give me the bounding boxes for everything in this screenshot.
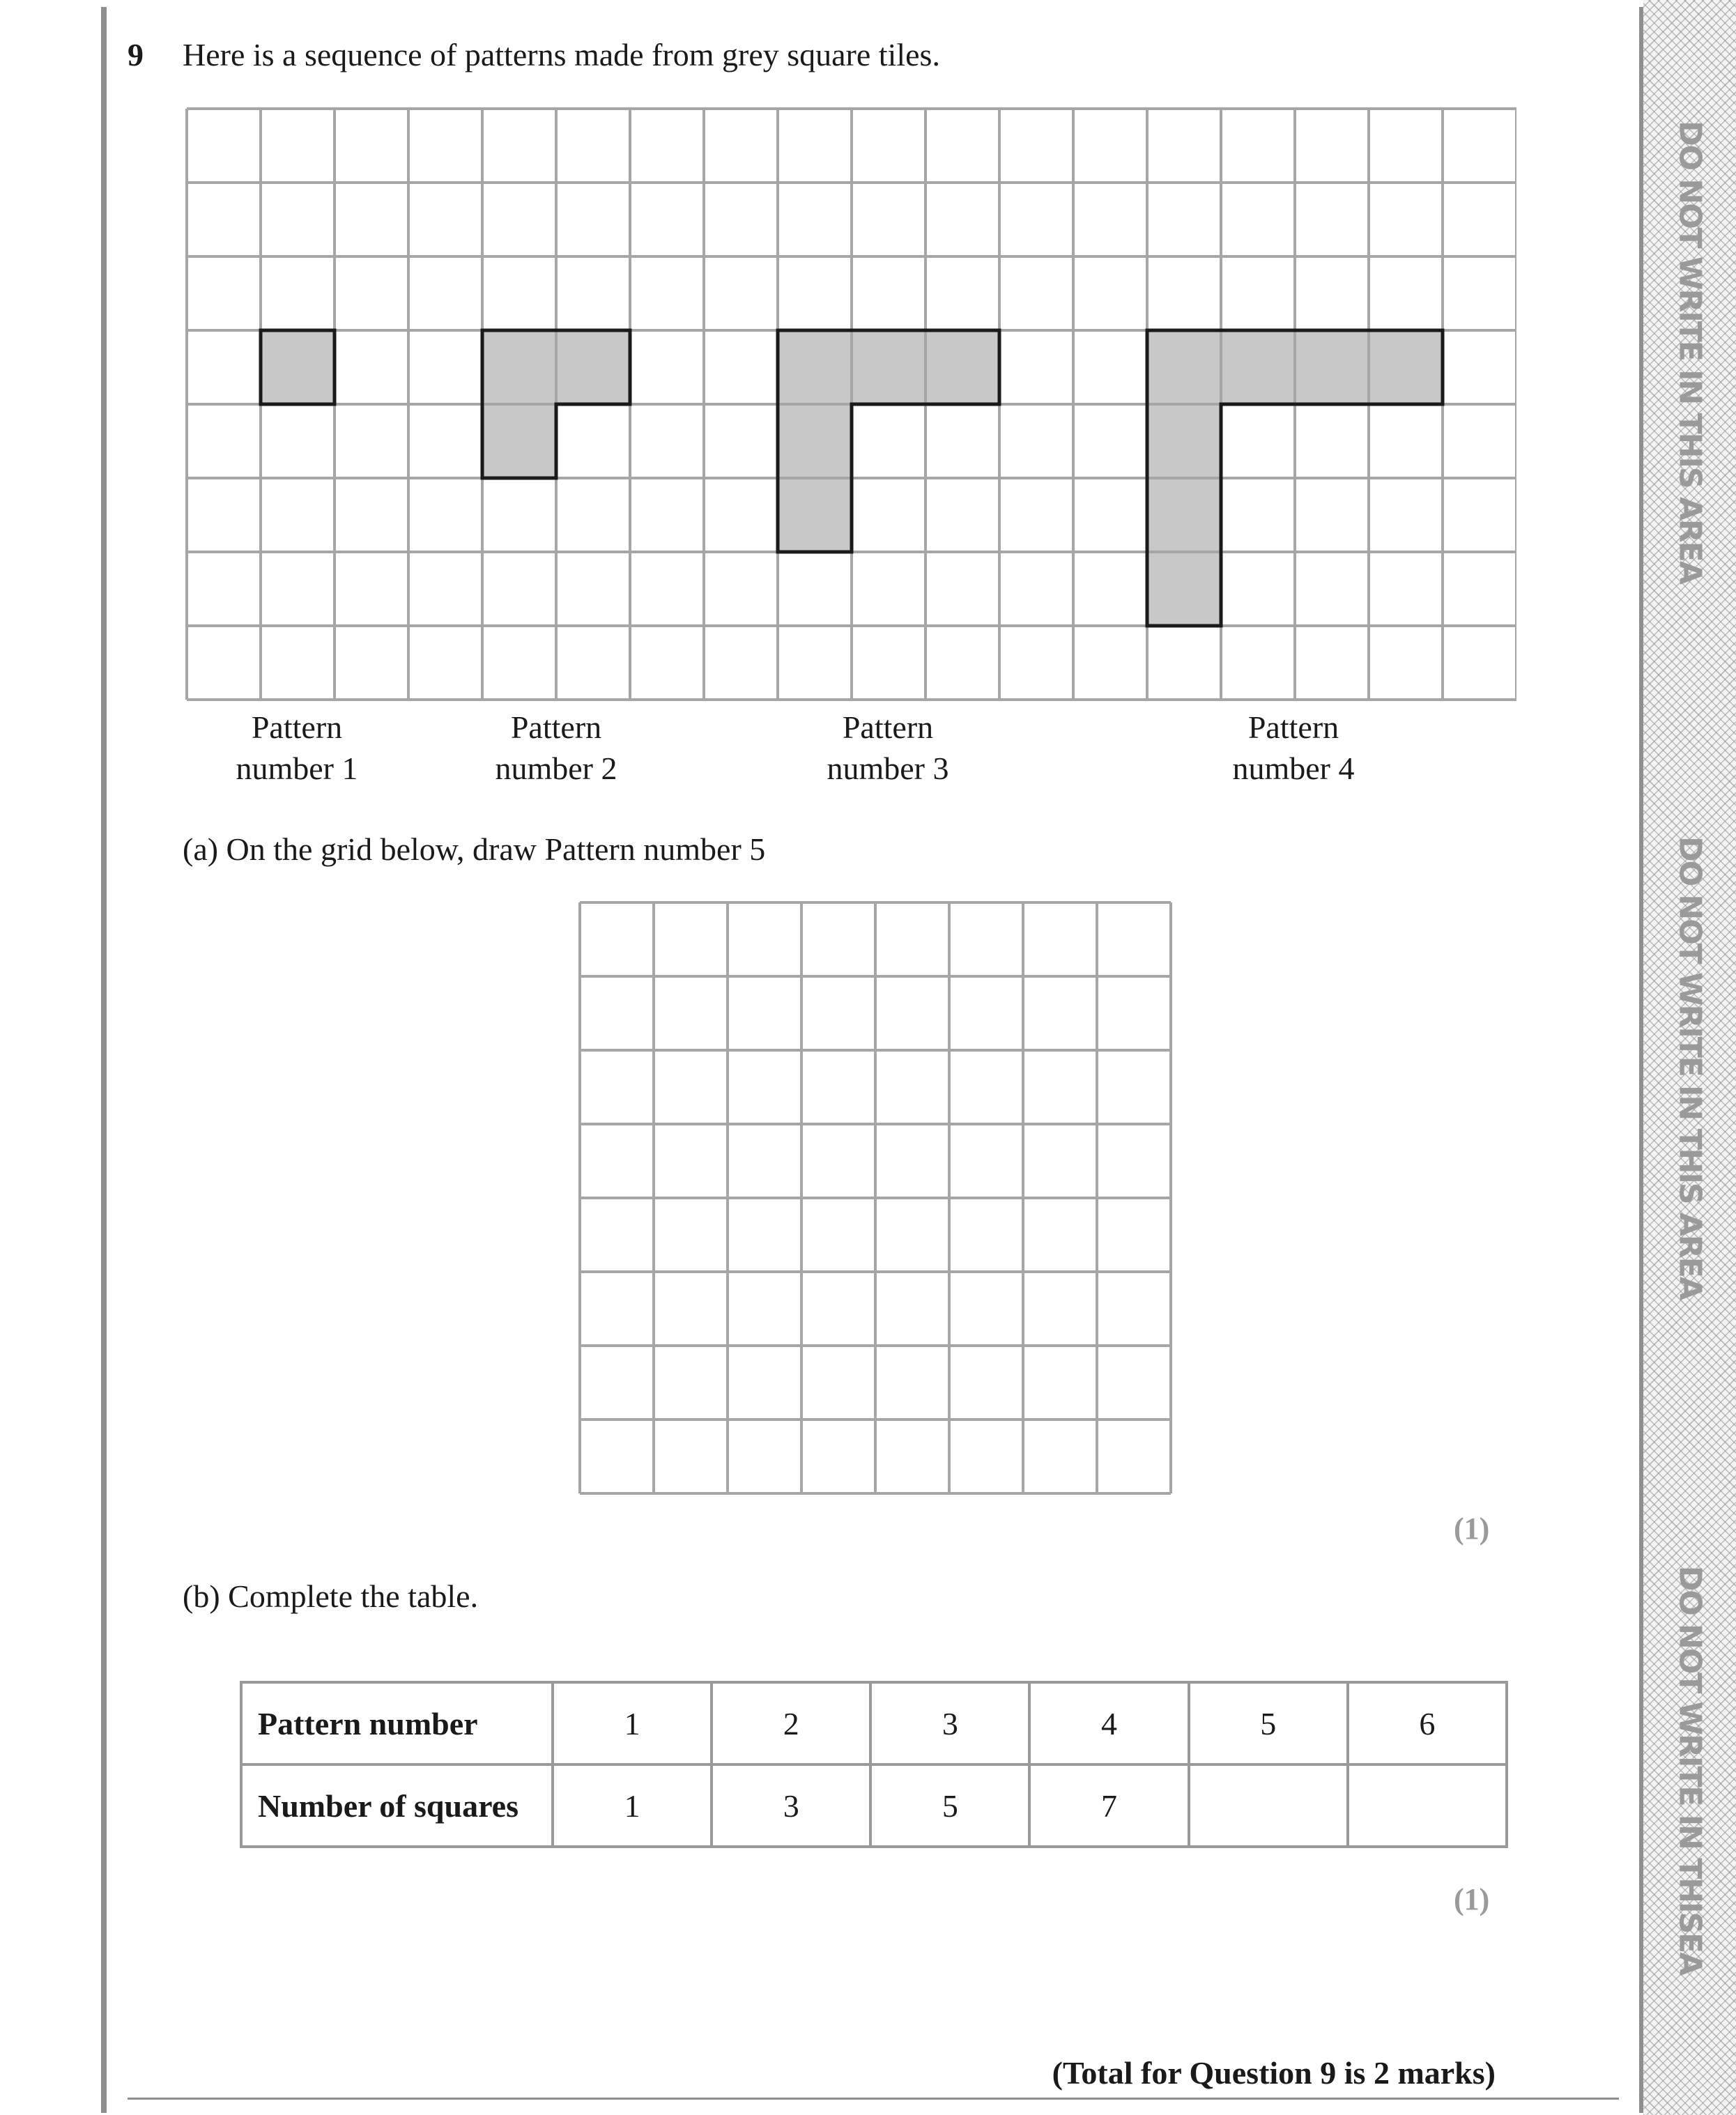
pattern-2-label-line2: number 2 [495,751,617,786]
number-of-squares-header: Number of squares [241,1764,553,1847]
answer-cell-pattern-6[interactable] [1348,1764,1507,1847]
do-not-write-text-2: DO NOT WRITE IN THIS AREA [1672,836,1708,1299]
pattern-3-label [769,707,1006,789]
pattern-number-cell: 2 [712,1682,870,1764]
pattern-number-cell: 3 [870,1682,1029,1764]
pattern-1-label [178,707,415,789]
squares-cell: 7 [1029,1764,1188,1847]
answer-cell-pattern-5[interactable] [1189,1764,1348,1847]
question-number: 9 [128,37,144,72]
pattern-number-cell: 4 [1029,1682,1188,1764]
pattern-3-fill [778,330,999,552]
pattern-4-label-line1: Pattern [1247,709,1339,745]
left-margin-rule [101,7,107,2113]
pattern-number-header: Pattern number [241,1682,553,1764]
pattern-3-label-line2: number 3 [827,751,949,786]
table-row [241,1764,1507,1847]
part-a-marks: (1) [1454,1512,1490,1546]
answer-grid-lines [580,902,1171,1493]
bottom-rule [128,2098,1619,2100]
squares-cell: 5 [870,1764,1029,1847]
squares-cell: 3 [712,1764,870,1847]
pattern-number-cell: 5 [1189,1682,1348,1764]
pattern-1-fill [261,330,335,404]
pattern-4-label [1175,707,1412,789]
part-b-marks: (1) [1454,1882,1490,1916]
pattern-5-answer-grid[interactable] [578,901,1172,1495]
do-not-write-text-3: DO NOT WRITE IN THISEA [1672,1565,1708,1975]
pattern-2-label [438,707,675,789]
pattern-number-cell: 6 [1348,1682,1507,1764]
squares-cell: 1 [553,1764,712,1847]
sequence-table [240,1681,1508,1848]
question-stem: Here is a sequence of patterns made from grey square tiles. [183,37,940,72]
table-row [241,1682,1507,1764]
pattern-2-label-line1: Pattern [510,709,602,745]
part-a-prompt: (a) On the grid below, draw Pattern number 5 [183,831,766,867]
pattern-4-label-line2: number 4 [1232,751,1355,786]
pattern-number-cell: 1 [553,1682,712,1764]
pattern-3-label-line1: Pattern [842,709,934,745]
pattern-1-label-line1: Pattern [251,709,343,745]
do-not-write-text-1: DO NOT WRITE IN THIS AREA [1672,121,1708,583]
question-total: (Total for Question 9 is 2 marks) [1052,2055,1496,2091]
pattern-1-label-line2: number 1 [236,751,358,786]
part-b-prompt: (b) Complete the table. [183,1578,479,1614]
pattern-sequence-grid [185,107,1516,701]
